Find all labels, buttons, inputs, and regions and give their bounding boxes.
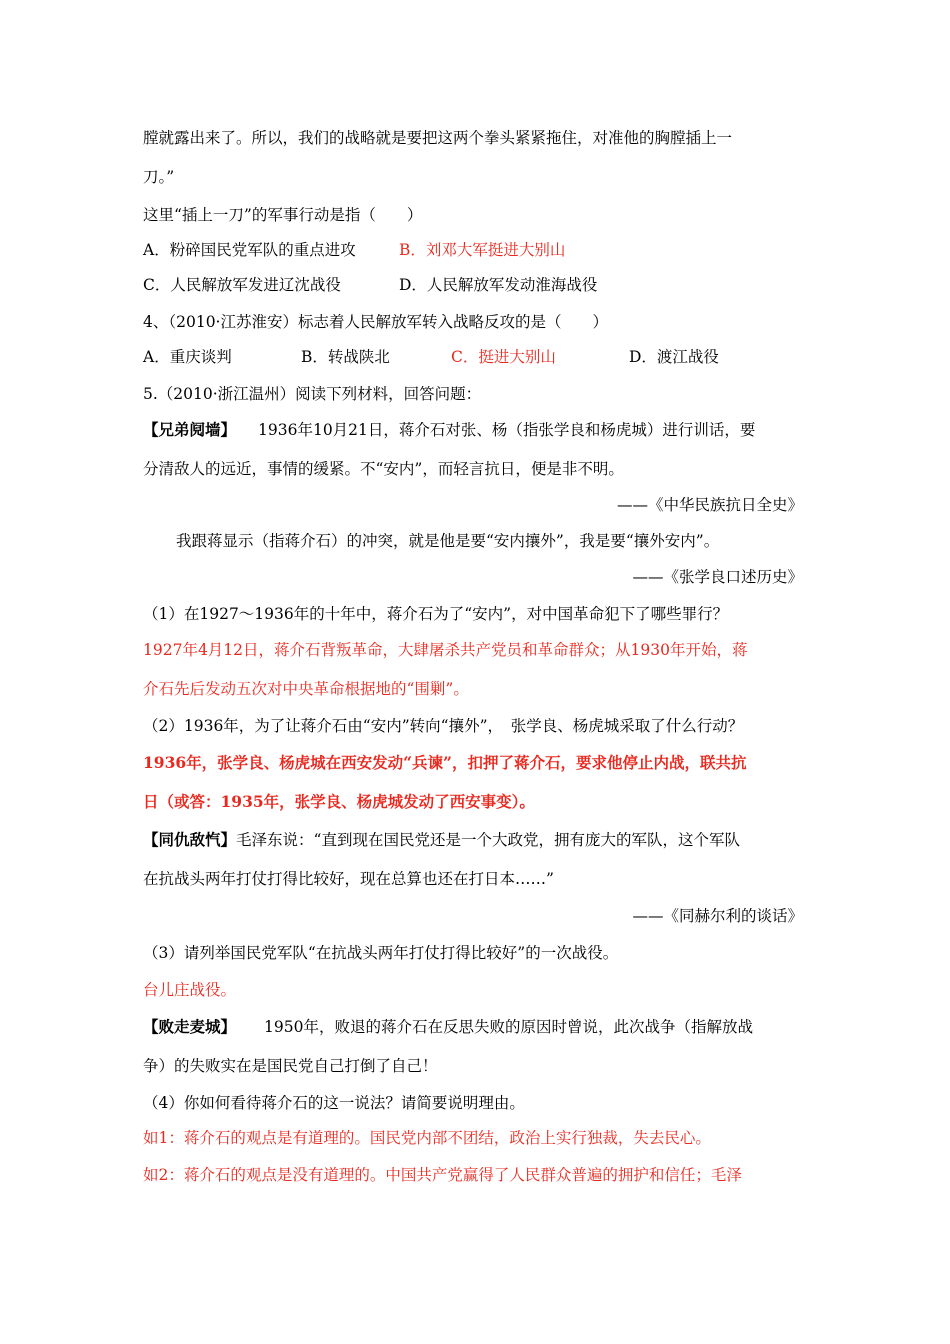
answer-line: 日（或答：1935年，张学良、杨虎城发动了西安事变）。 <box>143 792 535 811</box>
answer-line: 如1：蒋介石的观点是有道理的。国民党内部不团结，政治上实行独裁，失去民心。 <box>143 1129 711 1147</box>
option-a: A．粉碎国民党军队的重点进攻 <box>143 241 356 259</box>
sub-question-4: （4）你如何看待蒋介石的这一说法？请简要说明理由。 <box>143 1094 525 1112</box>
text-line: 争）的失败实在是国民党自己打倒了自己！ <box>143 1057 438 1075</box>
option-c: C．人民解放军发进辽沈战役 <box>143 276 341 294</box>
sub-question-3: （3）请列举国民党军队“在抗战头两年打仗打得比较好”的一次战役。 <box>143 944 619 962</box>
source-citation: ——《中华民族抗日全史》 <box>616 496 803 514</box>
answer-line: 1936年，张学良、杨虎城在西安发动“兵谏”，扣押了蒋介石，要求他停止内战，联共抗 <box>143 753 747 772</box>
section-title: 【败走麦城】 <box>143 1017 237 1036</box>
answer-line: 如2：蒋介石的观点是没有道理的。中国共产党赢得了人民群众普遍的拥护和信任；毛泽 <box>143 1166 742 1184</box>
answer-line: 介石先后发动五次对中央革命根据地的“围剿”。 <box>143 680 469 698</box>
text-line: 在抗战头两年打仗打得比较好，现在总算也还在打日本……” <box>143 870 554 888</box>
section-text: 1950年，败退的蒋介石在反思失败的原因时曾说，此次战争（指解放战 <box>264 1018 753 1036</box>
section-1-line <box>143 420 755 440</box>
sub-question-1: （1）在1927～1936年的十年中，蒋介石为了“安内”，对中国革命犯下了哪些罪行？ <box>143 605 729 623</box>
source-citation: ——《同赫尔利的谈话》 <box>632 907 803 925</box>
option-d: D．渡江战役 <box>629 348 719 366</box>
answer-line: 台儿庄战役。 <box>143 981 237 999</box>
question-3-options-row1 <box>143 240 565 260</box>
section-title: 【同仇敌忾】 <box>143 830 237 849</box>
question-5-stem: 5.（2010·浙江温州）阅读下列材料，回答问题： <box>143 385 482 403</box>
option-b-answer: B．刘邓大军挺进大别山 <box>399 241 566 259</box>
option-b: B．转战陕北 <box>301 348 390 366</box>
sub-question-2: （2）1936年，为了让蒋介石由“安内”转向“攘外”， 张学良、杨虎城采取了什么行动？ <box>143 717 744 735</box>
text-line: 膛就露出来了。所以，我们的战略就是要把这两个拳头紧紧拖住，对准他的胸膛插上一 <box>143 129 733 147</box>
question-3-options-row2 <box>143 275 597 295</box>
source-citation: ——《张学良口述历史》 <box>632 568 803 586</box>
text-line: 分清敌人的远近，事情的缓紧。不“安内”，而轻言抗日，便是非不明。 <box>143 460 624 478</box>
question-3-stem: 这里“插上一刀”的军事行动是指（ ） <box>143 206 423 224</box>
option-c-answer: C．挺进大别山 <box>451 348 556 366</box>
text-line: 刀。” <box>143 168 175 186</box>
section-title: 【兄弟阋墙】 <box>143 420 237 439</box>
section-3-line <box>143 1017 753 1037</box>
answer-line: 1927年4月12日，蒋介石背叛革命，大肆屠杀共产党员和革命群众；从1930年开始，蒋 <box>143 641 748 659</box>
question-4-stem: 4、（2010·江苏淮安）标志着人民解放军转入战略反攻的是（ ） <box>143 313 608 331</box>
option-a: A．重庆谈判 <box>143 348 232 366</box>
section-text: 毛泽东说：“直到现在国民党还是一个大政党，拥有庞大的军队，这个军队 <box>236 831 740 849</box>
section-2-line <box>143 830 740 850</box>
section-text: 1936年10月21日，蒋介石对张、杨（指张学良和杨虎城）进行训话，要 <box>258 421 756 439</box>
option-d: D．人民解放军发动淮海战役 <box>399 276 598 294</box>
question-4-options <box>143 347 719 367</box>
quote-line: 我跟蒋显示（指蒋介石）的冲突，就是他是要“安内攘外”，我是要“攘外安内”。 <box>176 532 720 550</box>
